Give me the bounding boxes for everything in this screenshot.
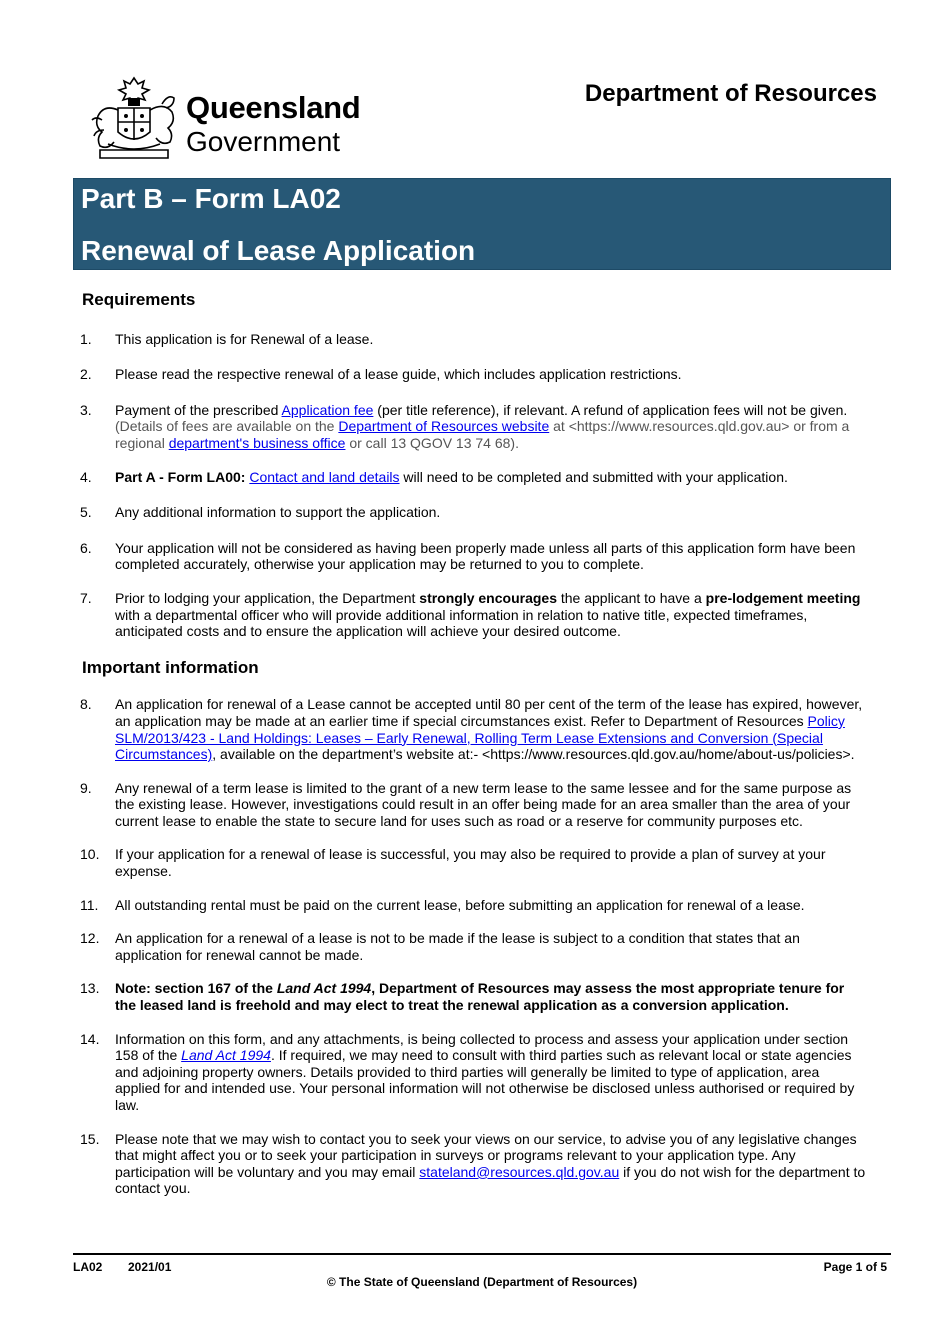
item-number: 12. [80, 930, 100, 947]
list-item [80, 1031, 868, 1114]
policy-link[interactable]: Policy SLM/2013/423 - Land Holdings: Leases – Early Renewal, Rolling Term Lease Extensions and Conversion (Special Circumstances) [115, 712, 845, 763]
item-text: Any renewal of a term lease is limited to the grant of a new term lease to the same lessee and for the same purpose as the existing lease. However, investigations could result in an offer being made for an area smaller than the area of your current lease to enable the state to secure land for uses such as road or a reserve for community purposes etc. [115, 779, 852, 829]
department-website-link[interactable]: Department of Resources website [338, 418, 550, 435]
list-item [80, 980, 868, 1013]
form-title-banner [73, 178, 891, 270]
list-item [80, 846, 868, 879]
item-text: with a departmental officer who will provide additional information in relation to native title, expected timeframes, anticipated costs and to ensure the application will achieve your desired outcome. [115, 606, 808, 640]
item-text: An application for renewal of a Lease cannot be accepted until 80 per cent of the term of the lease has expired, however, an application may be made at an earlier time if special circumstances exist. Refer to Department of Resources [115, 696, 863, 729]
item-number: 1. [80, 330, 92, 347]
item-italic-text: Land Act 1994 [276, 980, 372, 997]
item-text: Your application will not be considered as having been properly made unless all parts of this application form have been completed accurately, otherwise your application may be returned to you to complete. [115, 539, 856, 573]
application-fee-link[interactable]: Application fee [281, 401, 374, 418]
department-name: Department of Resources [584, 80, 877, 107]
item-number: 13. [80, 980, 100, 997]
item-number: 6. [80, 539, 92, 556]
list-item [80, 696, 868, 762]
list-item [80, 930, 868, 963]
logo-text-government: Government [186, 126, 341, 157]
item-number: 5. [80, 504, 92, 521]
item-text: An application for a renewal of a lease is not to be made if the lease is subject to a condition that states that an application for renewal cannot be made. [115, 930, 800, 963]
list-item [80, 590, 868, 640]
contact-land-details-link[interactable]: Contact and land details [249, 468, 400, 485]
item-text: Note: section 167 of the [115, 980, 277, 997]
list-item [80, 504, 868, 521]
queensland-coat-of-arms-icon [88, 74, 180, 164]
item-number: 9. [80, 779, 92, 796]
footer-form-code: LA02 [73, 1260, 103, 1274]
item-text: or call 13 QGOV 13 74 68). [345, 434, 519, 451]
business-office-link[interactable]: department's business office [168, 434, 346, 451]
item-text: Please read the respective renewal of a lease guide, which includes application restrictions. [115, 366, 682, 383]
requirements-heading: Requirements [82, 290, 196, 309]
item-text: Please note that we may wish to contact you to seek your views on our service, to advise you of any legislative changes that might affect you or to seek your participation in surveys or programs relevant to your application type. Any participation will be voluntary and you may email [115, 1130, 857, 1180]
item-text: . If required, we may need to consult with third parties such as relevant local or state agencies and adjoining property owners. Details provided to third parties will generally be limited to type of application, area applied for and intended use. Your personal information will not otherwise be disclosed unless authorised or required by law. [115, 1047, 855, 1113]
list-item [80, 469, 868, 486]
item-number: 7. [80, 589, 92, 606]
item-text: (Details of fees are available on the [115, 418, 339, 435]
item-number: 8. [80, 696, 92, 713]
item-number: 4. [80, 468, 92, 485]
footer-page-number: Page 1 of 5 [823, 1260, 887, 1274]
footer-copyright: © The State of Queensland (Department of Resources) [326, 1275, 638, 1289]
item-text: This application is for Renewal of a lease. [115, 330, 374, 347]
form-title: Renewal of Lease Application [81, 235, 476, 266]
stateland-email-link[interactable]: stateland@resources.qld.gov.au [419, 1163, 620, 1180]
list-item [80, 402, 868, 452]
item-text: at <https://www.resources.qld.gov.au> or from a regional [115, 418, 850, 451]
item-text: All outstanding rental must be paid on the current lease, before submitting an application for renewal of a lease. [115, 896, 805, 913]
item-text: if you do not wish for the department to contact you. [115, 1163, 866, 1197]
important-information-heading: Important information [82, 657, 259, 677]
list-item [80, 897, 868, 914]
form-content [80, 292, 868, 1197]
queensland-government-logo [88, 74, 361, 164]
list-item [80, 1131, 868, 1197]
item-number: 10. [80, 846, 100, 863]
item-text: the applicant to have a [556, 589, 706, 606]
form-part-title: Part B – Form LA02 [81, 183, 341, 214]
item-text: , available on the department’s website at:- <https://www.resources.qld.gov.au/home/about-us/policies>. [212, 746, 855, 763]
item-number: 2. [80, 366, 92, 383]
item-number: 15. [80, 1130, 100, 1147]
item-bold-text: pre-lodgement meeting [705, 589, 861, 606]
item-number: 11. [80, 896, 99, 913]
list-item [80, 780, 868, 830]
item-bold-text: Part A - Form LA00: [115, 468, 246, 485]
item-text: (per title reference), if relevant. A refund of application fees will not be given. [373, 401, 848, 418]
logo-text-queensland: Queensland [186, 90, 361, 125]
footer-version: 2021/01 [128, 1260, 172, 1274]
item-text: Prior to lodging your application, the Department [115, 589, 420, 606]
land-act-link[interactable]: Land Act 1994 [181, 1047, 271, 1064]
list-item [80, 331, 868, 348]
item-text: will need to be completed and submitted with your application. [399, 468, 788, 485]
list-item [80, 366, 868, 383]
item-text: , Department of Resources may assess the most appropriate tenure for the leased land is freehold and may elect to treat the renewal application as a conversion application. [115, 980, 845, 1014]
page-footer [73, 1253, 891, 1289]
item-bold-text: strongly encourages [419, 589, 557, 606]
item-number: 3. [80, 401, 92, 418]
item-number: 14. [80, 1030, 100, 1047]
item-text: If your application for a renewal of lease is successful, you may also be required to provide a plan of survey at your expense. [115, 846, 826, 880]
item-text: Information on this form, and any attachments, is being collected to process and assess your application under section 158 of the [115, 1030, 849, 1064]
list-item [80, 540, 868, 573]
item-text: Payment of the prescribed [115, 401, 282, 418]
item-text: Any additional information to support the application. [115, 504, 441, 521]
